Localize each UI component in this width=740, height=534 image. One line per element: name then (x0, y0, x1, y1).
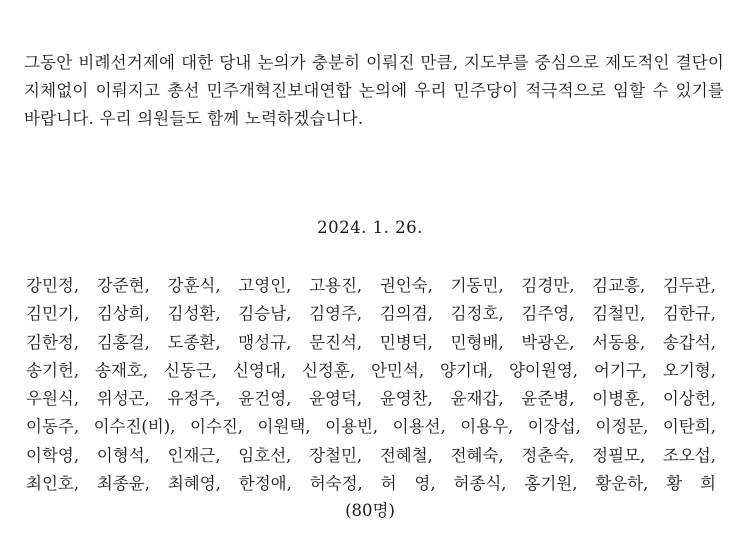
intro-paragraph: 그동안 비례선거제에 대한 당내 논의가 충분히 이뤄진 만큼, 지도부를 중심으로 제도적인 결단이 지체없이 이뤄지고 총선 민주개혁진보대연합 논의에 우리 민주당이 적극적으로 임할 수 있기를 바랍니다. 우리 의원들도 함께 노력하겠습니다. (24, 53, 724, 128)
signatories-line: 김한정, 김홍걸, 도종환, 맹성규, 문진석, 민병덕, 민형배, 박광온, 서동용, 송갑석, (26, 332, 716, 352)
signatories-line: 최인호, 최종윤, 최혜영, 한정애, 허숙정, 허 영, 허종식, 홍기원, 황운하, 황 희 (26, 474, 716, 494)
signatories-line: 송기헌, 송재호, 신동근, 신영대, 신정훈, 안민석, 양기대, 양이원영, 어기구, 오기형, (26, 360, 716, 380)
signatories-line: 이학영, 이형석, 인재근, 임호선, 장철민, 전혜철, 전혜숙, 정춘숙, 정필모, 조오섭, (26, 445, 716, 465)
signatories-list (26, 272, 716, 498)
signatory-count: (80명) (345, 501, 395, 520)
signatories-line: 우원식, 위성곤, 유정주, 윤건영, 윤영덕, 윤영찬, 윤재갑, 윤준병, 이병훈, 이상헌, (26, 389, 716, 409)
signatories-line: 김민기, 김상희, 김성환, 김승남, 김영주, 김의겸, 김정호, 김주영, 김철민, 김한규, (26, 304, 716, 324)
signatories-line: 강민정, 강준현, 강훈식, 고영인, 고용진, 권인숙, 기동민, 김경만, 김교흥, 김두관, (26, 276, 716, 295)
signatories-line: 이동주, 이수진(비), 이수진, 이원택, 이용빈, 이용선, 이용우, 이장섭, 이정문, 이탄희, (26, 417, 716, 437)
statement-date: 2024. 1. 26. (317, 218, 423, 237)
